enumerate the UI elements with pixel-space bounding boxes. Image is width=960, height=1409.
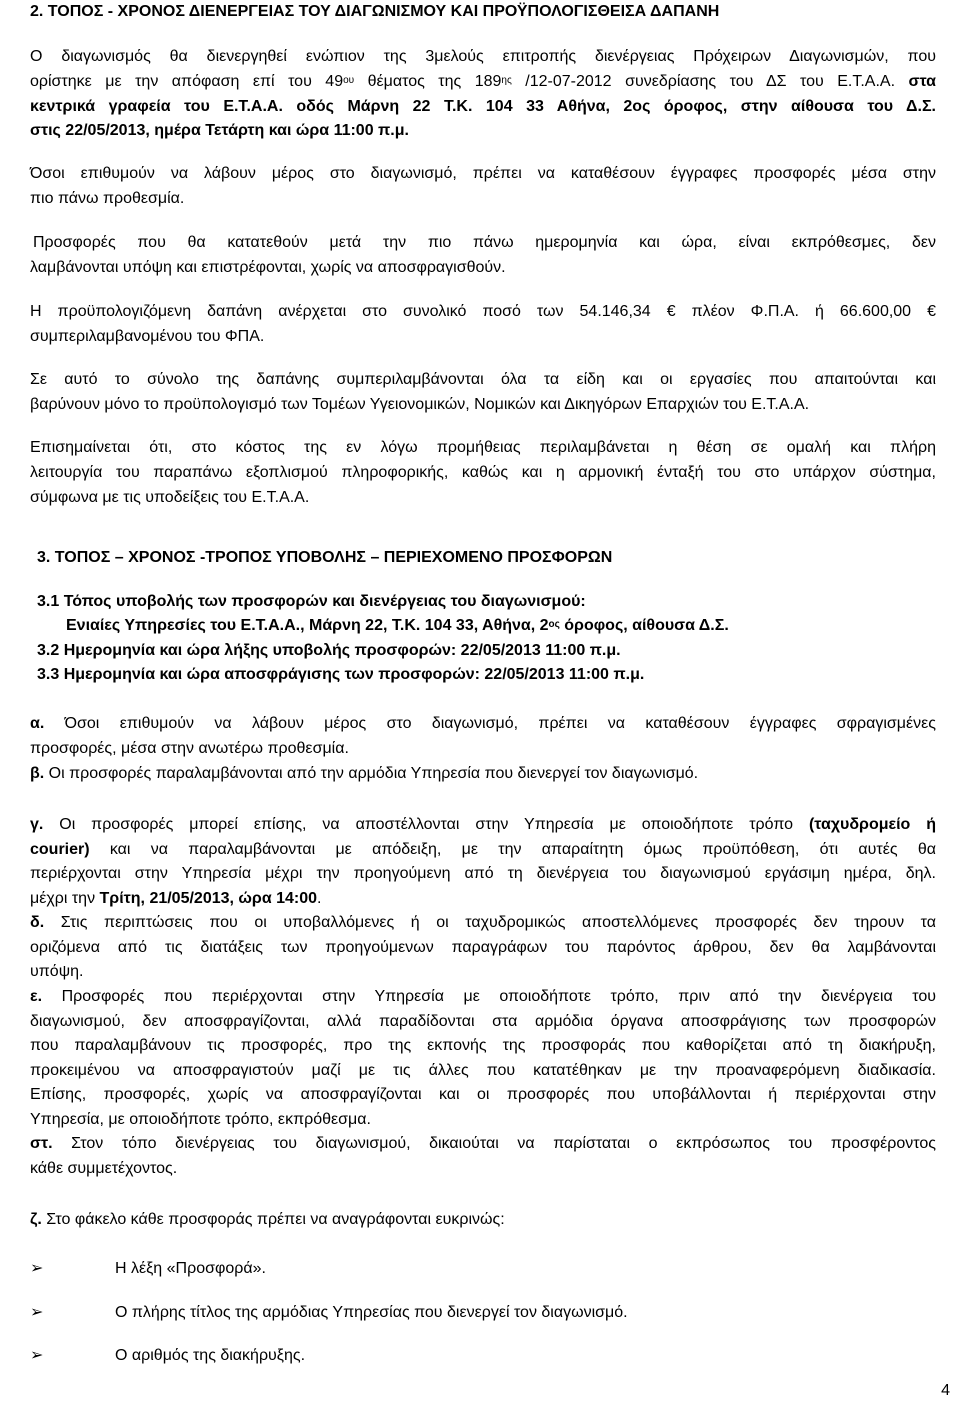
- paragraph-line: μέχρι την Τρίτη, 21/05/2013, ώρα 14:00.: [30, 890, 322, 907]
- paragraph-line: κεντρικά γραφεία του Ε.Τ.Α.Α. οδός Μάρνη 22 Τ.Κ. 104 33 Αθήνα, 2ος όροφος, στην αίθουσα του Δ.Σ.: [30, 98, 936, 115]
- paragraph-line: Η προϋπολογιζόμενη δαπάνη ανέρχεται στο συνολικό ποσό των 54.146,34 € πλέον Φ.Π.Α. ή 66.600,00 €: [30, 303, 936, 320]
- paragraph-epsilon: ε. Προσφορές που περιέρχονται στην Υπηρεσία με οποιοδήποτε τρόπο, πριν από την διενέργεια του: [30, 988, 936, 1005]
- euro-icon: €: [927, 303, 936, 320]
- paragraph-line: προσφορές, μέσα στην ανωτέρω προθεσμία.: [30, 740, 349, 757]
- paragraph-st: στ. Στον τόπο διενέργειας του διαγωνισμού, δικαιούται να παρίσταται ο εκπρόσωπος του προσφέροντος: [30, 1135, 936, 1152]
- paragraph-line: λαμβάνονται υπόψη και επιστρέφονται, χωρίς να αποσφραγισθούν.: [30, 259, 506, 276]
- paragraph-line: λειτουργία του παραπάνω εξοπλισμού πληροφορικής, καθώς και η αρμονική ένταξή του στο υπάρχον σύστημα,: [30, 464, 936, 481]
- subsection-3-1-address: Ενιαίες Υπηρεσίες του Ε.Τ.Α.Α., Μάρνη 22, Τ.Κ. 104 33, Αθήνα, $2^{o\varsigma}$ όροφος, αίθουσα Δ.Σ.: [66, 617, 729, 634]
- arrow-bullet-icon: ➢: [30, 1304, 44, 1321]
- paragraph-line: Προσφορές που θα κατατεθούν μετά την πιο πάνω ημερομηνία και ώρα, είναι εκπρόθεσμες, δεν: [33, 234, 936, 251]
- paragraph-line: οριζόμενα από τις διατάξεις των προηγούμενων παραγράφων του παρόντος άρθρου, δεν θα λαμβάνονται: [30, 939, 936, 956]
- paragraph-line: Επισημαίνεται ότι, στο κόστος της εν λόγω προμήθειας περιλαμβάνεται η θέση σε ομαλή και πλήρη: [30, 439, 936, 456]
- paragraph-line: περιέρχονται στην Υπηρεσία μέχρι την προηγούμενη από τη διενέργεια του διαγωνισμού εργάσιμη ημέρα, δηλ.: [30, 865, 936, 882]
- paragraph-gamma: γ. Οι προσφορές μπορεί επίσης, να αποστέλλονται στην Υπηρεσία με οποιοδήποτε τρόπο (ταχυδρομείο ή: [30, 816, 936, 833]
- paragraph-line: συμπεριλαμβανομένου του ΦΠΑ.: [30, 328, 265, 345]
- page-number: 4: [941, 1382, 950, 1399]
- paragraph-line: courier) και να παραλαμβάνονται με απόδειξη, με την απαραίτητη όμως προϋπόθεση, ότι αυτές θα: [30, 841, 936, 858]
- arrow-bullet-icon: ➢: [30, 1260, 44, 1277]
- paragraph-line: Σε αυτό το σύνολο της δαπάνης συμπεριλαμβάνονται όλα τα είδη και οι εργασίες που απαιτούνται και: [30, 371, 936, 388]
- paragraph-delta: δ. Στις περιπτώσεις που οι υποβαλλόμενες ή οι ταχυδρομικώς αποστελλόμενες προσφορές δεν τηρουν τα: [30, 914, 936, 931]
- paragraph-zeta: ζ. Στο φάκελο κάθε προσφοράς πρέπει να αναγράφονται ευκρινώς:: [30, 1211, 505, 1228]
- paragraph-line: στις 22/05/2013, ημέρα Τετάρτη και ώρα 11:00 π.μ.: [30, 122, 409, 139]
- list-item: Ο πλήρης τίτλος της αρμόδιας Υπηρεσίας που διενεργεί τον διαγωνισμό.: [115, 1304, 628, 1321]
- paragraph-line: ορίστηκε με την απόφαση επί του $49^{o\upsilon}$ θέματος της $189^{\eta\varsigma}$ /12-07-2012 συνεδρίασης του ΔΣ του Ε.Τ.Α.Α. στα: [30, 73, 937, 90]
- paragraph-line: υπόψη.: [30, 963, 84, 980]
- subsection-3-2: 3.2 Ημερομηνία και ώρα λήξης υποβολής προσφορών: 22/05/2013 11:00 π.μ.: [37, 642, 621, 659]
- paragraph-line: βαρύνουν μόνο το προϋπολογισμό των Τομέων Υγειονομικών, Νομικών και Δικηγόρων Επαρχιών του Ε.Τ.Α.Α.: [30, 396, 810, 413]
- section-2-title: 2. ΤΟΠΟΣ - ΧΡΟΝΟΣ ΔΙΕΝΕΡΓΕΙΑΣ ΤΟΥ ΔΙΑΓΩΝΙΣΜΟΥ ΚΑΙ ΠΡΟΫΠΟΛΟΓΙΣΘΕΙΣΑ ΔΑΠΑΝΗ: [30, 3, 720, 20]
- arrow-bullet-icon: ➢: [30, 1347, 44, 1364]
- paragraph-line: Επίσης, προσφορές, χωρίς να αποσφραγίζονται και οι προσφορές που υποβάλλονται ή περιέρχονται στην: [30, 1086, 936, 1103]
- subsection-3-1: 3.1 Τόπος υποβολής των προσφορών και διενέργειας του διαγωνισμού:: [37, 593, 586, 610]
- paragraph-line: Ο διαγωνισμός θα διενεργηθεί ενώπιον της 3μελούς επιτροπής διενέργειας Πρόχειρων Διαγωνισμών, που: [30, 48, 936, 65]
- subsection-3-3: 3.3 Ημερομηνία και ώρα αποσφράγισης των προσφορών: 22/05/2013 11:00 π.μ.: [37, 666, 645, 683]
- paragraph-line: σύμφωνα με τις υποδείξεις του Ε.Τ.Α.Α.: [30, 489, 310, 506]
- paragraph-line: κάθε συμμετέχοντος.: [30, 1160, 178, 1177]
- paragraph-alpha: α. Όσοι επιθυμούν να λάβουν μέρος στο διαγωνισμό, πρέπει να καταθέσουν έγγραφες σφραγισμένες: [30, 715, 936, 732]
- section-3-title: 3. ΤΟΠΟΣ – ΧΡΟΝΟΣ -ΤΡΟΠΟΣ ΥΠΟΒΟΛΗΣ – ΠΕΡΙΕΧΟΜΕΝΟ ΠΡΟΣΦΟΡΩΝ: [37, 549, 613, 566]
- paragraph-line: διαγωνισμού, δεν αποσφραγίζονται, αλλά παραδίδονται στα αρμόδια όργανα αποσφράγισης των προσφορών: [30, 1013, 936, 1030]
- list-item: Ο αριθμός της διακήρυξης.: [115, 1347, 306, 1364]
- paragraph-line: Όσοι επιθυμούν να λάβουν μέρος στο διαγωνισμό, πρέπει να καταθέσουν έγγραφες προσφορές μέσα στην: [30, 165, 936, 182]
- list-item: Η λέξη «Προσφορά».: [115, 1260, 266, 1277]
- paragraph-beta: β. Οι προσφορές παραλαμβάνονται από την αρμόδια Υπηρεσία που διενεργεί τον διαγωνισμό.: [30, 765, 699, 782]
- paragraph-line: πιο πάνω προθεσμία.: [30, 190, 185, 207]
- paragraph-line: που παραλαμβάνουν τις προσφορές, προ της εκπονής της προσφοράς που καθορίζεται από τη διακήρυξη,: [30, 1037, 936, 1054]
- paragraph-line: προκειμένου να αποσφραγιστούν μαζί με τις άλλες που κατατέθηκαν με την προαναφερόμενη διαδικασία.: [30, 1062, 936, 1079]
- paragraph-line: Υπηρεσία, με οποιοδήποτε τρόπο, εκπρόθεσμα.: [30, 1111, 371, 1128]
- euro-icon: €: [666, 303, 676, 320]
